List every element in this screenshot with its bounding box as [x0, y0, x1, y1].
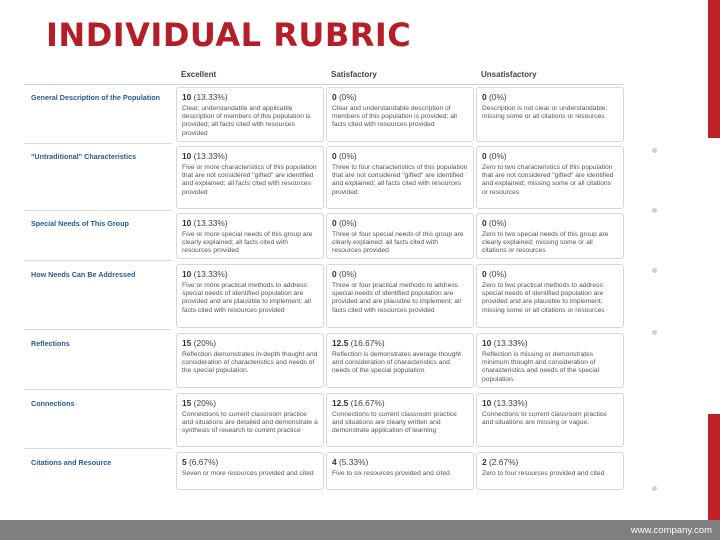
rating-cell — [476, 452, 624, 490]
score-value: 0 (0%) — [482, 92, 507, 102]
rating-description: Seven or more resources provided and cited — [182, 470, 314, 478]
criterion-label: Connections — [31, 399, 75, 408]
rating-description: Zero to four resources provided and cited — [482, 470, 605, 478]
rating-description: Five to six resources provided and cited — [332, 470, 450, 478]
criterion-label: Special Needs of This Group — [31, 219, 129, 228]
header-unsatisfactory: Unsatisfactory — [481, 70, 537, 79]
criterion-label: "Untraditional" Characteristics — [31, 152, 137, 161]
rating-cell — [476, 87, 624, 142]
bullet-dot-icon — [652, 486, 657, 491]
score-value: 0 (0%) — [332, 92, 357, 102]
rating-description: Reflection is demonstrates average thought and consideration of characteristics and needs of the special population. — [332, 351, 461, 375]
criterion-label: How Needs Can Be Addressed — [31, 270, 136, 279]
slide-title: INDIVIDUAL RUBRIC — [46, 16, 412, 54]
rating-cell — [176, 333, 324, 388]
criterion-label: General Description of the Population — [31, 93, 160, 102]
score-value: 15 (20%) — [182, 398, 216, 408]
rating-description: Description is not clear or understandable; missing some or all citations or resources — [482, 105, 608, 121]
footer-bar — [0, 520, 720, 540]
rating-description: Clear, understandable and applicable description of members of this population is provided; all facts cited with resources provided — [182, 105, 311, 137]
score-value: 0 (0%) — [332, 151, 357, 161]
rating-cell — [176, 393, 324, 447]
accent-bar-bottom — [708, 414, 720, 520]
rubric-table — [24, 64, 624, 494]
score-value: 4 (5.33%) — [332, 457, 369, 467]
rating-cell — [476, 146, 624, 209]
row-divider — [24, 143, 172, 144]
rating-cell — [176, 264, 324, 328]
rating-description: Reflection is missing or demonstrates minimum thought and consideration of characteristics and needs of the special population. — [482, 351, 600, 383]
score-value: 10 (13.33%) — [182, 151, 228, 161]
rubric-row — [24, 264, 624, 328]
rating-cell — [476, 213, 624, 259]
header-excellent: Excellent — [181, 70, 217, 79]
rating-cell — [176, 146, 324, 209]
score-value: 2 (2.67%) — [482, 457, 519, 467]
score-value: 12.5 (16.67%) — [332, 338, 385, 348]
rating-description: Five or more special needs of this group are clearly explained; all facts cited with resources provided — [182, 231, 313, 255]
rating-cell — [326, 393, 474, 447]
rubric-row — [24, 452, 624, 490]
rating-cell — [326, 333, 474, 388]
row-divider — [24, 448, 172, 449]
score-value: 0 (0%) — [332, 269, 357, 279]
score-value: 0 (0%) — [482, 151, 507, 161]
bullet-dot-icon — [652, 148, 657, 153]
rubric-row — [24, 333, 624, 388]
rating-cell — [476, 264, 624, 328]
row-divider — [24, 210, 172, 211]
rubric-row — [24, 213, 624, 259]
score-value: 10 (13.33%) — [182, 269, 228, 279]
rating-cell — [326, 264, 474, 328]
bullet-dot-icon — [652, 330, 657, 335]
row-divider — [24, 389, 172, 390]
rating-cell — [476, 393, 624, 447]
rating-description: Zero to two special needs of this group are clearly explained; missing some or all citations or resources — [482, 231, 609, 255]
rubric-row — [24, 146, 624, 209]
accent-bar-top — [708, 0, 720, 138]
rating-cell — [476, 333, 624, 388]
rating-description: Five or more characteristics of this population that are not considered "gifted" are identified and explained; all facts cited with resources provided — [182, 164, 317, 196]
rating-description: Three to four characteristics of this population that are not considered "gifted" are identified and explained; all facts cited with resources provided — [332, 164, 468, 196]
rating-cell — [326, 87, 474, 142]
header-divider — [24, 84, 624, 85]
score-value: 10 (13.33%) — [182, 218, 228, 228]
score-value: 10 (13.33%) — [182, 92, 228, 102]
rating-description: Connections to current classroom practice and situations are missing or vague. — [482, 411, 607, 427]
score-value: 12.5 (16.67%) — [332, 398, 385, 408]
score-value: 5 (6.67%) — [182, 457, 219, 467]
rating-description: Three or four practical methods to address special needs of identified population are provided and are plausible to implement; all facts cited with resources provided — [332, 282, 461, 314]
score-value: 0 (0%) — [482, 218, 507, 228]
rating-cell — [176, 213, 324, 259]
rating-description: Connections to current classroom practice and situations are detailed and demonstrate a synthesis of research to current practice — [182, 411, 318, 435]
rubric-row — [24, 87, 624, 142]
score-value: 0 (0%) — [332, 218, 357, 228]
rubric-header-row — [24, 64, 624, 86]
rating-description: Zero to two characteristics of this population that are not considered "gifted" are identified and explained; missing some or all citations or resources — [482, 164, 614, 196]
score-value: 0 (0%) — [482, 269, 507, 279]
score-value: 15 (20%) — [182, 338, 216, 348]
criterion-label: Citations and Resource — [31, 458, 112, 467]
rating-cell — [326, 146, 474, 209]
header-satisfactory: Satisfactory — [331, 70, 377, 79]
bullet-dot-icon — [652, 208, 657, 213]
rating-description: Five or more practical methods to address special needs of identified population are provided and are plausible to implement; all facts cited with resources provided — [182, 282, 311, 314]
criterion-label: Reflections — [31, 339, 70, 348]
rating-cell — [176, 452, 324, 490]
rating-cell — [326, 213, 474, 259]
rating-description: Reflection demonstrates in-depth thought and consideration of characteristics and needs of the special population. — [182, 351, 318, 375]
rubric-row — [24, 393, 624, 447]
rating-cell — [176, 87, 324, 142]
row-divider — [24, 329, 172, 330]
footer-url: www.company.com — [630, 525, 712, 536]
rating-description: Three or four special needs of this group are clearly explained; all facts cited with resources provided — [332, 231, 464, 255]
row-divider — [24, 260, 172, 261]
score-value: 10 (13.33%) — [482, 338, 528, 348]
rating-description: Connections to current classroom practice and situations are clearly written and demonstrate application of learning — [332, 411, 457, 435]
score-value: 10 (13.33%) — [482, 398, 528, 408]
rating-description: Zero to two practical methods to address special needs of identified population are provided and are plausible to implement; missing some or all citations or resources — [482, 282, 605, 314]
rating-description: Clear and understandable description of members of this population is provided; all facts cited with resources provided — [332, 105, 457, 129]
bullet-dot-icon — [652, 268, 657, 273]
rating-cell — [326, 452, 474, 490]
